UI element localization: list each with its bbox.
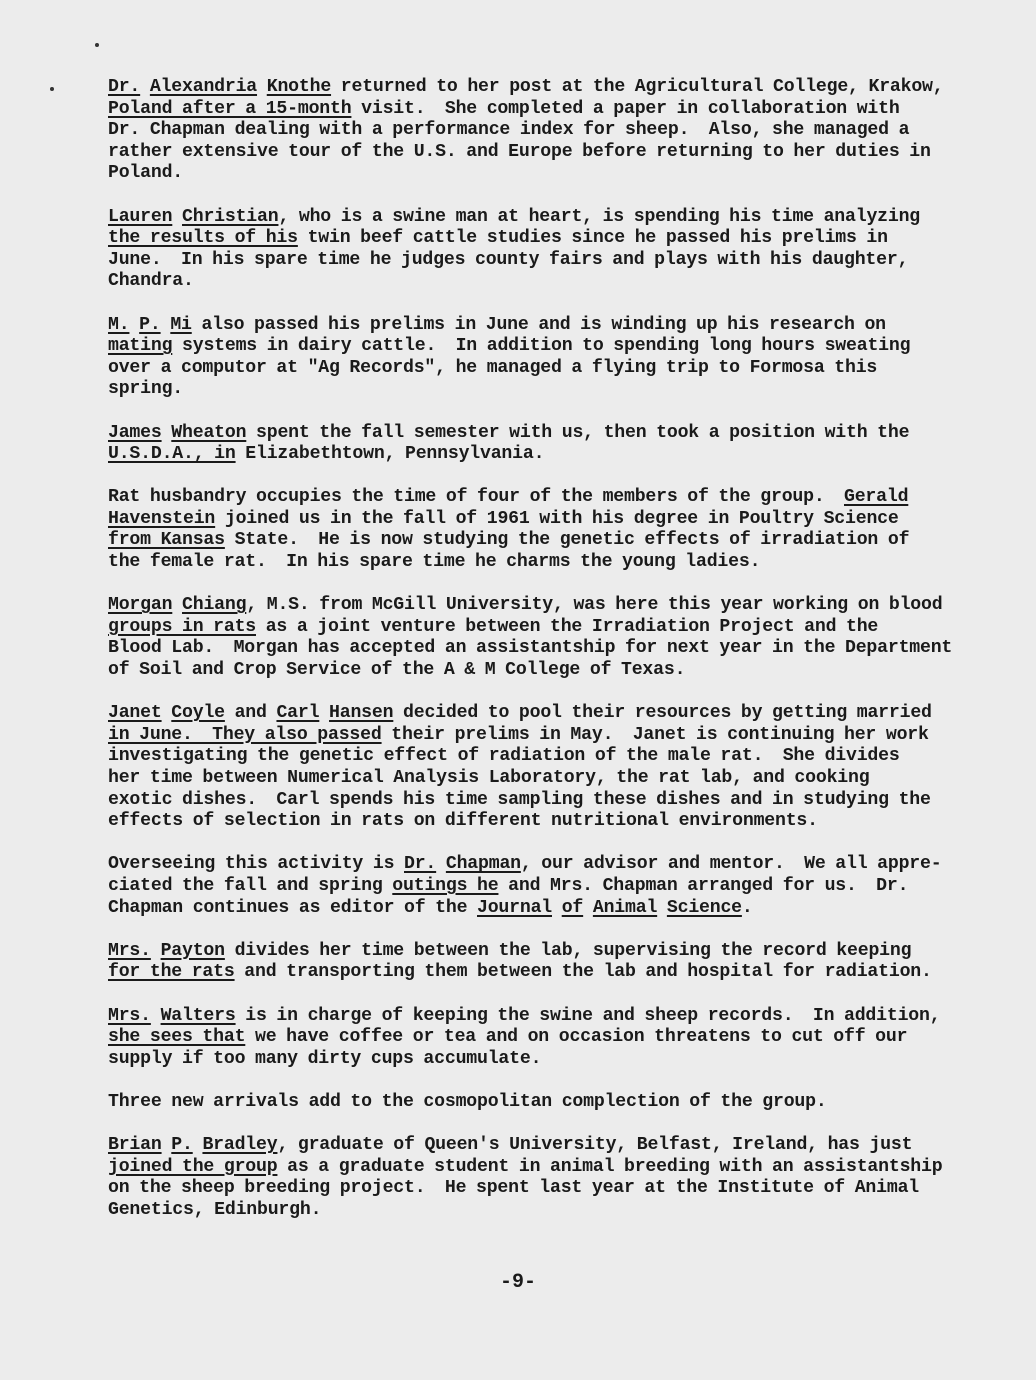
paragraph xyxy=(108,1092,968,1114)
text-segment: ciated the fall and spring xyxy=(108,875,393,896)
underlined-text: Chiang xyxy=(182,595,247,616)
text-segment xyxy=(151,1006,161,1026)
underlined-text: Dr. xyxy=(108,77,141,97)
text-segment: June. In his spare time he judges county fairs and plays with his daughter, xyxy=(108,249,909,270)
underlined-text: Wheaton xyxy=(171,422,247,443)
text-segment: rather extensive tour of the U.S. and Europe before returning to her duties in xyxy=(108,141,931,162)
text-segment: , graduate of Queen's University, Belfast, Ireland, has just xyxy=(277,1135,913,1156)
underlined-text: from Kansas xyxy=(108,530,225,551)
text-line xyxy=(108,1157,968,1179)
text-segment: also passed his prelims in June and is winding up his research on xyxy=(191,314,886,335)
text-segment: is in charge of keeping the swine and sheep records. In addition, xyxy=(235,1005,941,1026)
text-line xyxy=(108,228,968,250)
text-segment xyxy=(162,1135,172,1155)
text-line xyxy=(108,336,968,358)
text-segment: Elizabethtown, Pennsylvania. xyxy=(235,444,545,465)
text-segment: effects of selection in rats on different nutritional environments. xyxy=(108,811,818,832)
paragraph xyxy=(108,1006,968,1071)
underlined-text: Mi xyxy=(170,314,192,335)
text-line xyxy=(108,142,968,164)
text-segment xyxy=(162,423,172,443)
text-segment: we have coffee or tea and on occasion threatens to cut off our xyxy=(245,1027,908,1048)
text-line xyxy=(108,768,968,790)
underlined-text: Christian xyxy=(182,206,279,227)
text-segment: State. He is now studying the genetic effects of irradiation of xyxy=(224,530,910,551)
text-segment: spring. xyxy=(108,379,183,400)
text-segment: as a graduate student in animal breeding with an assistantship xyxy=(277,1156,943,1177)
text-line xyxy=(108,638,968,660)
underlined-text: Hansen xyxy=(329,703,394,724)
text-line xyxy=(108,271,968,293)
text-segment: systems in dairy cattle. In addition to spending long hours sweating xyxy=(172,336,911,357)
text-segment xyxy=(140,77,150,97)
text-segment: supply if too many dirty cups accumulate. xyxy=(108,1048,542,1069)
text-line xyxy=(108,1049,968,1071)
paragraph xyxy=(108,595,968,681)
paragraph xyxy=(108,207,968,293)
underlined-text: James xyxy=(108,422,162,443)
underlined-text: Havenstein xyxy=(108,508,216,529)
text-line xyxy=(108,120,968,142)
text-line xyxy=(108,379,968,401)
underlined-text: Mrs. xyxy=(108,940,151,961)
text-segment xyxy=(583,898,593,918)
text-line xyxy=(108,315,968,337)
underlined-text: for the rats xyxy=(108,962,235,983)
paragraph xyxy=(108,487,968,573)
underlined-text: Alexandria xyxy=(149,77,258,97)
underlined-text: Dr. xyxy=(404,854,437,875)
text-segment: . xyxy=(741,897,753,918)
text-segment: as a joint venture between the Irradiation Project and the xyxy=(256,616,879,637)
text-segment: Three new arrivals add to the cosmopolitan complection of the group. xyxy=(108,1091,827,1112)
text-line xyxy=(108,1200,968,1222)
text-segment xyxy=(129,315,139,335)
text-segment xyxy=(552,898,562,918)
text-segment: Overseeing this activity is xyxy=(108,854,404,875)
underlined-text: Science xyxy=(666,897,742,918)
text-line xyxy=(108,509,968,531)
paragraph xyxy=(108,703,968,833)
underlined-text: Journal xyxy=(477,897,552,918)
underlined-text: Morgan xyxy=(108,595,173,616)
paragraph xyxy=(108,854,968,919)
text-segment: Chandra. xyxy=(108,271,194,292)
paragraph xyxy=(108,941,968,984)
text-line xyxy=(108,1135,968,1157)
text-line xyxy=(108,99,968,121)
text-segment xyxy=(162,703,172,723)
text-segment: divides her time between the lab, supervising the record keeping xyxy=(224,940,912,961)
underlined-text: groups in rats xyxy=(108,616,256,637)
text-line xyxy=(108,703,968,725)
text-segment: joined us in the fall of 1961 with his degree in Poultry Science xyxy=(215,508,899,529)
text-segment: her time between Numerical Analysis Laboratory, the rat lab, and cooking xyxy=(108,768,870,788)
text-segment: , our advisor and mentor. We all appre- xyxy=(520,854,942,875)
text-segment: Chapman continues as editor of the xyxy=(108,897,477,918)
text-line xyxy=(108,660,968,682)
text-line xyxy=(108,77,968,99)
text-segment xyxy=(161,315,171,335)
text-segment: , M.S. from McGill University, was here this year working on blood xyxy=(246,595,943,616)
text-segment: over a computor at "Ag Records", he managed a flying trip to Formosa this xyxy=(108,357,878,378)
text-segment xyxy=(657,898,667,918)
text-segment xyxy=(172,595,182,615)
text-segment: , who is a swine man at heart, is spending his time analyzing xyxy=(278,206,921,227)
underlined-text: Payton xyxy=(160,940,225,961)
underlined-text: Coyle xyxy=(171,703,225,724)
underlined-text: Walters xyxy=(160,1005,236,1026)
text-segment xyxy=(151,941,161,961)
text-line xyxy=(108,250,968,272)
underlined-text: Lauren xyxy=(108,206,173,227)
text-segment: returned to her post at the Agricultural College, Krakow, xyxy=(331,77,944,97)
underlined-text: in June. They also passed xyxy=(108,724,382,745)
text-segment: their prelims in May. Janet is continuing her work xyxy=(381,724,929,745)
text-segment: decided to pool their resources by getting married xyxy=(393,703,932,724)
text-line xyxy=(108,1092,968,1114)
paragraph xyxy=(108,315,968,401)
paragraph xyxy=(108,423,968,466)
text-line xyxy=(108,552,968,574)
text-line xyxy=(108,1178,968,1200)
text-segment: and xyxy=(224,703,277,724)
text-segment: the female rat. In his spare time he charms the young ladies. xyxy=(108,552,761,573)
paragraph xyxy=(108,1135,968,1221)
text-line xyxy=(108,746,968,768)
text-line xyxy=(108,358,968,380)
text-segment: Blood Lab. Morgan has accepted an assistantship for next year in the Department xyxy=(108,638,953,659)
underlined-text: of xyxy=(561,897,584,918)
text-line xyxy=(108,725,968,747)
underlined-text: Mrs. xyxy=(108,1005,151,1026)
underlined-text: Animal xyxy=(592,897,658,918)
paragraph xyxy=(108,77,968,185)
underlined-text: the results of his xyxy=(108,228,298,249)
text-line xyxy=(108,617,968,639)
text-segment: Genetics, Edinburgh. xyxy=(108,1199,322,1220)
text-segment: exotic dishes. Carl spends his time sampling these dishes and in studying the xyxy=(108,789,931,810)
text-segment: and transporting them between the lab and hospital for radiation. xyxy=(234,962,932,983)
text-line xyxy=(108,163,968,185)
text-line xyxy=(108,423,968,445)
underlined-text: Poland after a 15-month xyxy=(108,98,352,119)
text-line xyxy=(108,811,968,833)
text-segment xyxy=(257,77,267,97)
underlined-text: P. xyxy=(171,1135,193,1156)
text-line xyxy=(108,487,968,509)
text-segment: twin beef cattle studies since he passed his prelims in xyxy=(297,228,888,249)
underlined-text: U.S.D.A., in xyxy=(108,444,236,465)
underlined-text: outings he xyxy=(392,875,499,896)
underlined-text: Knothe xyxy=(266,77,332,97)
text-segment xyxy=(436,854,446,874)
margin-dot xyxy=(50,87,54,91)
underlined-text: Chapman xyxy=(445,854,521,875)
underlined-text: Carl xyxy=(276,703,320,724)
text-segment: of Soil and Crop Service of the A & M College of Texas. xyxy=(108,660,686,681)
text-line xyxy=(108,876,968,898)
text-line xyxy=(108,898,968,920)
text-segment: investigating the genetic effect of radiation of the male rat. She divides xyxy=(108,746,900,767)
text-line xyxy=(108,530,968,552)
text-line xyxy=(108,854,968,876)
underlined-text: Bradley xyxy=(202,1135,278,1156)
text-line xyxy=(108,941,968,963)
text-line xyxy=(108,207,968,229)
text-line xyxy=(108,1027,968,1049)
underlined-text: M. xyxy=(108,314,130,335)
underlined-text: she sees that xyxy=(108,1027,246,1048)
text-segment: visit. She completed a paper in collaboration with xyxy=(351,98,900,119)
underlined-text: Janet xyxy=(108,703,162,724)
speck-mark xyxy=(95,43,99,47)
text-segment xyxy=(193,1135,203,1155)
underlined-text: P. xyxy=(139,314,161,335)
text-segment: Dr. Chapman dealing with a performance index for sheep. Also, she managed a xyxy=(108,120,910,141)
text-line xyxy=(108,595,968,617)
text-segment xyxy=(319,703,329,723)
underlined-text: mating xyxy=(108,336,173,357)
text-segment: and Mrs. Chapman arranged for us. Dr. xyxy=(498,875,909,896)
text-segment: Poland. xyxy=(108,163,183,184)
text-segment: spent the fall semester with us, then took a position with the xyxy=(246,422,910,443)
text-line xyxy=(108,1006,968,1028)
text-segment: Rat husbandry occupies the time of four of the members of the group. xyxy=(108,487,844,508)
text-segment: on the sheep breeding project. He spent last year at the Institute of Animal xyxy=(108,1178,919,1199)
underlined-text: joined the group xyxy=(108,1156,278,1177)
text-line xyxy=(108,444,968,466)
underlined-text: Brian xyxy=(108,1135,162,1156)
text-line xyxy=(108,790,968,812)
underlined-text: Gerald xyxy=(844,487,909,508)
page-number: -9- xyxy=(499,1271,536,1294)
text-segment xyxy=(172,207,182,227)
body-text xyxy=(108,77,968,1243)
text-line xyxy=(108,962,968,984)
